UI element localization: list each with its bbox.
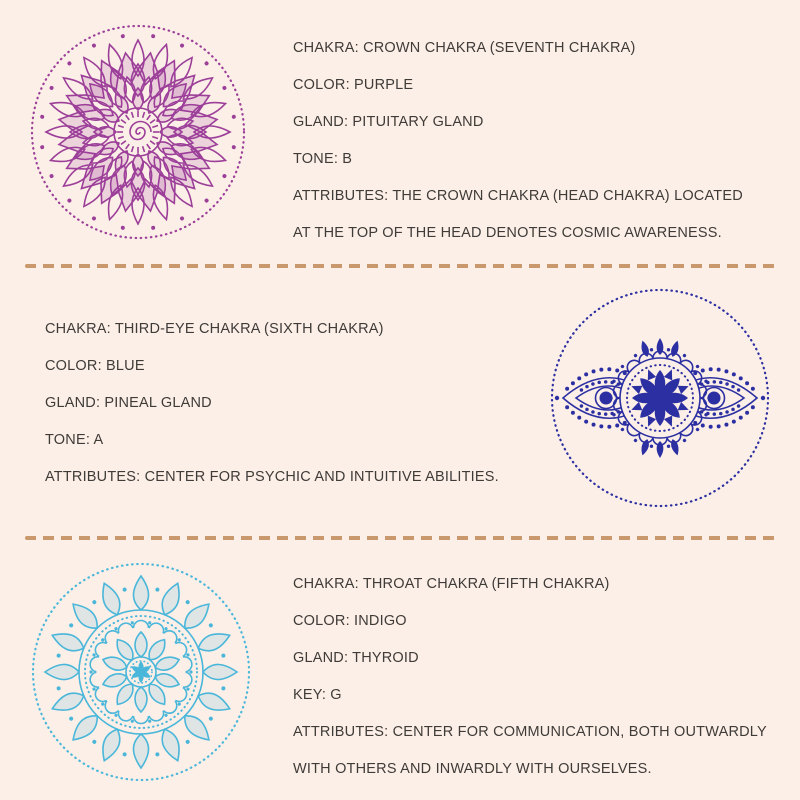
section-divider-1 xyxy=(25,264,775,268)
tone-line: TONE: B xyxy=(293,151,353,167)
third-eye-ornament-image xyxy=(540,278,780,518)
section-divider-2 xyxy=(25,536,775,540)
color-line: COLOR: BLUE xyxy=(45,358,145,374)
gland-line: GLAND: THYROID xyxy=(293,650,419,666)
gland-line: GLAND: PITUITARY GLAND xyxy=(293,114,484,130)
gland-line: GLAND: PINEAL GLAND xyxy=(45,395,212,411)
crown-mandala-icon xyxy=(18,12,258,252)
crown-mandala-image xyxy=(18,12,258,252)
chakra-line: CHAKRA: THIRD-EYE CHAKRA (SIXTH CHAKRA) xyxy=(45,321,384,337)
attributes-line-2: WITH OTHERS AND INWARDLY WITH OURSELVES. xyxy=(293,761,652,777)
throat-mandala-icon xyxy=(21,552,261,792)
throat-chakra-info xyxy=(293,566,767,788)
attributes-line: ATTRIBUTES: THE CROWN CHAKRA (HEAD CHAKRA) LOCATED xyxy=(293,188,743,204)
key-line: KEY: G xyxy=(293,687,342,703)
attributes-line: ATTRIBUTES: CENTER FOR COMMUNICATION, BOTH OUTWARDLY xyxy=(293,724,767,740)
third-eye-ornament-icon xyxy=(540,278,780,518)
chakra-line: CHAKRA: THROAT CHAKRA (FIFTH CHAKRA) xyxy=(293,576,610,592)
third-eye-chakra-info xyxy=(45,311,499,496)
center-medallion xyxy=(602,339,719,456)
attributes-line: ATTRIBUTES: CENTER FOR PSYCHIC AND INTUITIVE ABILITIES. xyxy=(45,469,499,485)
crown-chakra-info xyxy=(293,30,743,252)
chakra-line: CHAKRA: CROWN CHAKRA (SEVENTH CHAKRA) xyxy=(293,40,636,56)
tone-line: TONE: A xyxy=(45,432,104,448)
color-line: COLOR: INDIGO xyxy=(293,613,407,629)
throat-mandala-image xyxy=(21,552,261,792)
color-line: COLOR: PURPLE xyxy=(293,77,414,93)
attributes-line-2: AT THE TOP OF THE HEAD DENOTES COSMIC AWARENESS. xyxy=(293,225,722,241)
